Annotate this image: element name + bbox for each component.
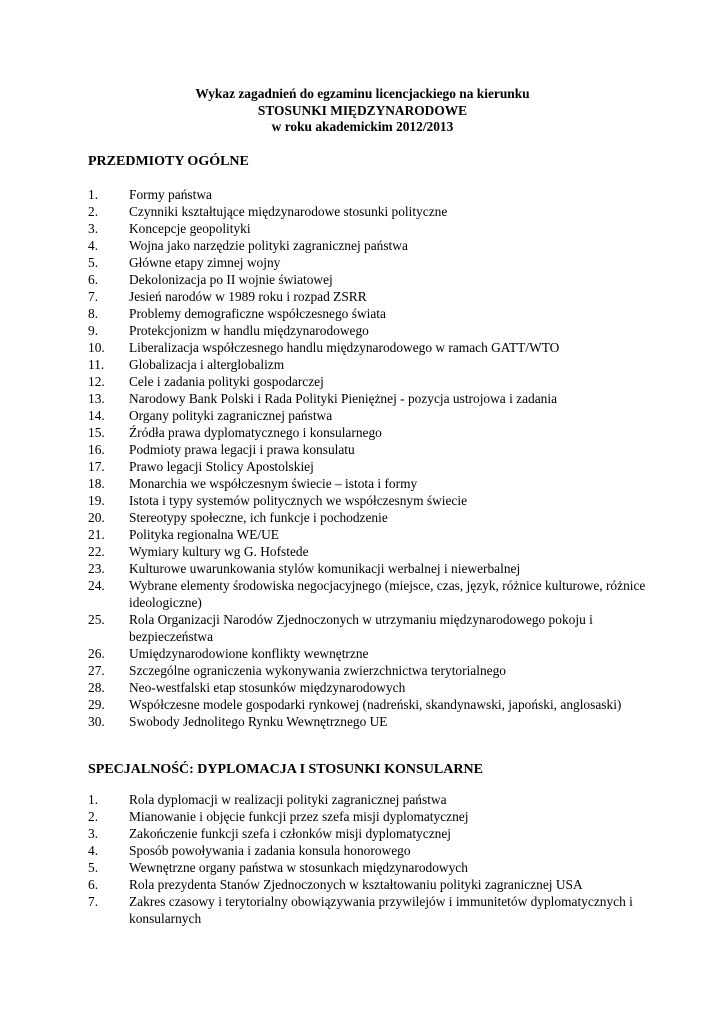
topic-text: Protekcjonizm w handlu międzynarodowego — [129, 323, 369, 338]
topic-number: 6. — [88, 877, 99, 892]
topic-item — [0, 424, 649, 441]
topic-number: 2. — [88, 204, 99, 219]
topic-item — [0, 356, 649, 373]
topic-item — [0, 322, 649, 339]
document-header — [0, 86, 725, 136]
topic-text: Neo-westfalski etap stosunków międzynarodowych — [129, 680, 406, 695]
topic-item — [0, 271, 649, 288]
topic-item — [0, 407, 649, 424]
topic-number: 2. — [88, 809, 99, 824]
topic-text: Narodowy Bank Polski i Rada Polityki Pieniężnej - pozycja ustrojowa i zadania — [129, 391, 558, 406]
topic-number: 28. — [88, 680, 105, 695]
topic-text: Czynniki kształtujące międzynarodowe stosunki polityczne — [129, 204, 448, 219]
topic-number: 26. — [88, 646, 105, 661]
topic-number: 27. — [88, 663, 105, 678]
topic-number: 30. — [88, 714, 105, 729]
topic-item — [0, 696, 649, 713]
topic-item — [0, 543, 649, 560]
topic-text: Umiędzynarodowione konflikty wewnętrzne — [129, 646, 369, 661]
topic-number: 24. — [88, 578, 105, 593]
topic-text: Jesień narodów w 1989 roku i rozpad ZSRR — [129, 289, 367, 304]
topic-text: Istota i typy systemów politycznych we współczesnym świecie — [129, 493, 468, 508]
section-heading-specialization: SPECJALNOŚĆ: DYPLOMACJA I STOSUNKI KONSULARNE — [88, 762, 483, 777]
topic-text: Prawo legacji Stolicy Apostolskiej — [129, 459, 314, 474]
topic-text: Liberalizacja współczesnego handlu międzynarodowego w ramach GATT/WTO — [129, 340, 560, 355]
topic-item — [0, 876, 649, 893]
topic-number: 14. — [88, 408, 105, 423]
topic-text: Wojna jako narzędzie polityki zagranicznej państwa — [129, 238, 408, 253]
topic-number: 18. — [88, 476, 105, 491]
topic-text: Polityka regionalna WE/UE — [129, 527, 279, 542]
topic-number: 7. — [88, 894, 99, 909]
topic-item — [0, 458, 649, 475]
topic-text: Główne etapy zimnej wojny — [129, 255, 281, 270]
topic-item — [0, 859, 649, 876]
topic-number: 11. — [88, 357, 105, 372]
topic-text: Stereotypy społeczne, ich funkcje i pochodzenie — [129, 510, 388, 525]
topic-text: Wybrane elementy środowiska negocjacyjnego (miejsce, czas, język, różnice kulturowe, różnice ideologiczne) — [129, 578, 646, 610]
topic-item — [0, 611, 649, 645]
topic-item — [0, 893, 649, 927]
topic-text: Zakres czasowy i terytorialny obowiązywania przywilejów i immunitetów dyplomatycznych i konsularnych — [129, 894, 633, 926]
topic-item — [0, 475, 649, 492]
topic-text: Rola Organizacji Narodów Zjednoczonych w utrzymaniu międzynarodowego pokoju i bezpieczeństwa — [129, 612, 593, 644]
topic-text: Źródła prawa dyplomatycznego i konsularnego — [129, 425, 382, 440]
topic-item — [0, 220, 649, 237]
topic-text: Monarchia we współczesnym świecie – istota i formy — [129, 476, 418, 491]
topic-number: 12. — [88, 374, 105, 389]
topic-text: Mianowanie i objęcie funkcji przez szefa misji dyplomatycznej — [129, 809, 469, 824]
topic-text: Zakończenie funkcji szefa i członków misji dyplomatycznej — [129, 826, 452, 841]
topic-number: 10. — [88, 340, 105, 355]
topic-text: Problemy demograficzne współczesnego świata — [129, 306, 386, 321]
topic-item — [0, 441, 649, 458]
topic-text: Wewnętrzne organy państwa w stosunkach międzynarodowych — [129, 860, 468, 875]
topic-item — [0, 237, 649, 254]
topic-item — [0, 577, 649, 611]
topic-text: Wymiary kultury wg G. Hofstede — [129, 544, 309, 559]
topic-text: Swobody Jednolitego Rynku Wewnętrznego UE — [129, 714, 388, 729]
topic-item — [0, 808, 649, 825]
section-heading-general: PRZEDMIOTY OGÓLNE — [88, 154, 249, 169]
topic-item — [0, 791, 649, 808]
topic-text: Koncepcje geopolityki — [129, 221, 251, 236]
topic-text: Podmioty prawa legacji i prawa konsulatu — [129, 442, 355, 457]
topic-text: Globalizacja i alterglobalizm — [129, 357, 285, 372]
topic-item — [0, 662, 649, 679]
header-line-3: w roku akademickim 2012/2013 — [271, 119, 454, 134]
topic-text: Dekolonizacja po II wojnie światowej — [129, 272, 333, 287]
topic-number: 8. — [88, 306, 99, 321]
topic-text: Rola dyplomacji w realizacji polityki zagranicznej państwa — [129, 792, 447, 807]
topic-number: 17. — [88, 459, 105, 474]
topic-number: 6. — [88, 272, 99, 287]
topic-item — [0, 186, 649, 203]
topic-number: 22. — [88, 544, 105, 559]
topic-item — [0, 390, 649, 407]
topic-number: 20. — [88, 510, 105, 525]
topic-item — [0, 679, 649, 696]
topic-text: Rola prezydenta Stanów Zjednoczonych w kształtowaniu polityki zagranicznej USA — [129, 877, 583, 892]
topic-number: 4. — [88, 843, 99, 858]
topic-number: 1. — [88, 792, 99, 807]
topic-number: 19. — [88, 493, 105, 508]
topic-item — [0, 373, 649, 390]
topic-number: 23. — [88, 561, 105, 576]
topic-text: Współczesne modele gospodarki rynkowej (nadreński, skandynawski, japoński, anglosaski) — [129, 697, 622, 712]
topic-item — [0, 713, 649, 730]
specialization-topics-list — [0, 791, 649, 927]
topic-number: 13. — [88, 391, 105, 406]
topic-number: 5. — [88, 255, 99, 270]
topic-item — [0, 560, 649, 577]
topic-item — [0, 288, 649, 305]
topic-number: 3. — [88, 221, 99, 236]
topic-item — [0, 203, 649, 220]
topic-item — [0, 305, 649, 322]
topic-item — [0, 645, 649, 662]
topic-text: Kulturowe uwarunkowania stylów komunikacji werbalnej i niewerbalnej — [129, 561, 521, 576]
topic-item — [0, 825, 649, 842]
topic-number: 3. — [88, 826, 99, 841]
topic-text: Formy państwa — [129, 187, 212, 202]
topic-item — [0, 339, 649, 356]
topic-number: 4. — [88, 238, 99, 253]
topic-number: 5. — [88, 860, 99, 875]
topic-number: 15. — [88, 425, 105, 440]
topic-number: 1. — [88, 187, 99, 202]
topic-item — [0, 526, 649, 543]
topic-item — [0, 254, 649, 271]
topic-text: Organy polityki zagranicznej państwa — [129, 408, 333, 423]
topic-text: Szczególne ograniczenia wykonywania zwierzchnictwa terytorialnego — [129, 663, 506, 678]
topic-number: 9. — [88, 323, 99, 338]
topic-item — [0, 842, 649, 859]
topic-number: 7. — [88, 289, 99, 304]
topic-number: 21. — [88, 527, 105, 542]
topic-number: 16. — [88, 442, 105, 457]
topic-number: 29. — [88, 697, 105, 712]
topic-item — [0, 492, 649, 509]
topic-text: Sposób powoływania i zadania konsula honorowego — [129, 843, 411, 858]
header-line-2: STOSUNKI MIĘDZYNARODOWE — [257, 102, 468, 118]
header-line-1: Wykaz zagadnień do egzaminu licencjackiego na kierunku — [195, 86, 530, 101]
topic-text: Cele i zadania polityki gospodarczej — [129, 374, 324, 389]
general-topics-list — [0, 186, 649, 730]
topic-number: 25. — [88, 612, 105, 627]
topic-item — [0, 509, 649, 526]
